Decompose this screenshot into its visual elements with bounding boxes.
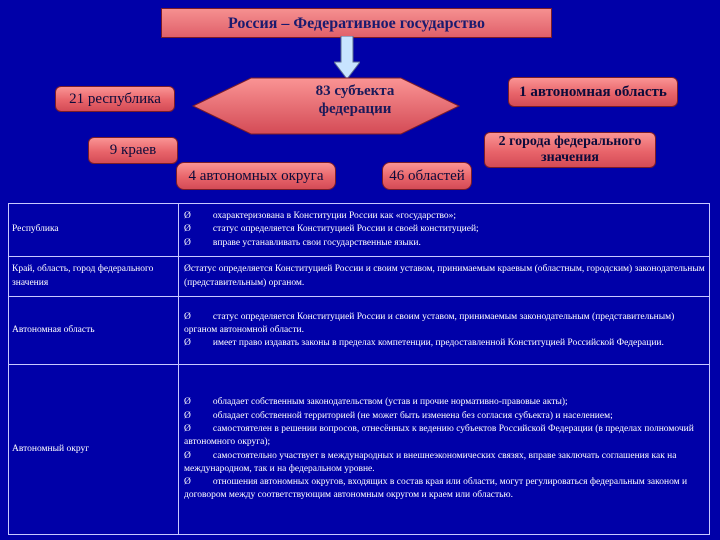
row-description <box>179 297 710 365</box>
table-row <box>9 365 710 535</box>
list-item: Ø самостоятелен в решении вопросов, отнесённых к ведению субъектов Российской Федерации (в пределах полномочий автономного округа); <box>184 423 694 448</box>
republics-box: 21 республика <box>55 86 175 112</box>
arrow-bullet-icon: Ø <box>184 423 191 434</box>
row-description <box>179 204 710 257</box>
subjects-status-table <box>8 203 710 535</box>
list-item: Ø вправе устанавливать свои государственные языки. <box>184 237 421 248</box>
table-row <box>9 257 710 297</box>
autonomous-okrugs-box: 4 автономных округа <box>176 162 336 190</box>
federation-subjects-label <box>250 82 460 118</box>
list-item: Ø охарактеризована в Конституции России как «государство»; <box>184 211 457 222</box>
list-item: Ø отношения автономных округов, входящих в состав края или области, могут регулироваться федеральным законом и договором между соответствующим автономным округом и краем или областью. <box>184 477 688 501</box>
arrow-bullet-icon: Ø <box>184 450 191 461</box>
arrow-bullet-icon: Ø <box>184 237 191 248</box>
list-item: Ø обладает собственной территорией (не может быть изменена без согласия субъекта) и населением; <box>184 410 613 421</box>
table-row <box>9 297 710 365</box>
list-item: Ø статус определяется Конституцией России и своей конституцией; <box>184 224 479 235</box>
arrow-bullet-icon: Ø <box>184 311 191 322</box>
list-item: Ø обладает собственным законодательством (устав и прочие нормативно-правовые акты); <box>184 397 568 408</box>
federation-subjects-word: федерации <box>318 101 392 117</box>
arrow-bullet-icon: Ø <box>184 410 191 421</box>
row-description <box>179 257 710 297</box>
list-item: Ø имеет право издавать законы в пределах компетенции, предоставленной Конституцией Российской Федерации. <box>184 338 664 349</box>
row-description <box>179 365 710 535</box>
row-term: Республика <box>9 204 179 257</box>
arrow-bullet-icon: Ø <box>184 338 191 349</box>
list-item: Ø самостоятельно участвует в международных и внешнеэкономических связях, вправе заключать соглашения как на международном, так и на федеральном уровне. <box>184 450 677 474</box>
list-item: Ø статус определяется Конституцией России и своим уставом, принимаемым законодательным (представительным) органом автономной области. <box>184 311 675 335</box>
page-title: Россия – Федеративное государство <box>161 8 552 38</box>
table-row <box>9 204 710 257</box>
oblasts-box: 46 областей <box>382 162 472 190</box>
krais-box: 9 краев <box>88 137 178 164</box>
arrow-bullet-icon: Ø <box>184 224 191 235</box>
federation-subjects-count: 83 субъекта <box>315 83 395 99</box>
row-term: Край, область, город федерального значения <box>9 257 179 297</box>
arrow-bullet-icon: Ø <box>184 477 191 488</box>
autonomous-oblast-box: 1 автономная область <box>508 77 678 107</box>
federal-cities-box: 2 города федерального значения <box>484 132 656 168</box>
arrow-bullet-icon: Ø <box>184 264 191 275</box>
arrow-bullet-icon: Ø <box>184 211 191 222</box>
down-arrow <box>334 36 360 80</box>
list-item: статус определяется Конституцией России и своим уставом, принимаемым краевым (областным, городским) законодательным (представительным) органом. <box>184 264 705 288</box>
arrow-bullet-icon: Ø <box>184 397 191 408</box>
row-term: Автономный округ <box>9 365 179 535</box>
row-term: Автономная область <box>9 297 179 365</box>
